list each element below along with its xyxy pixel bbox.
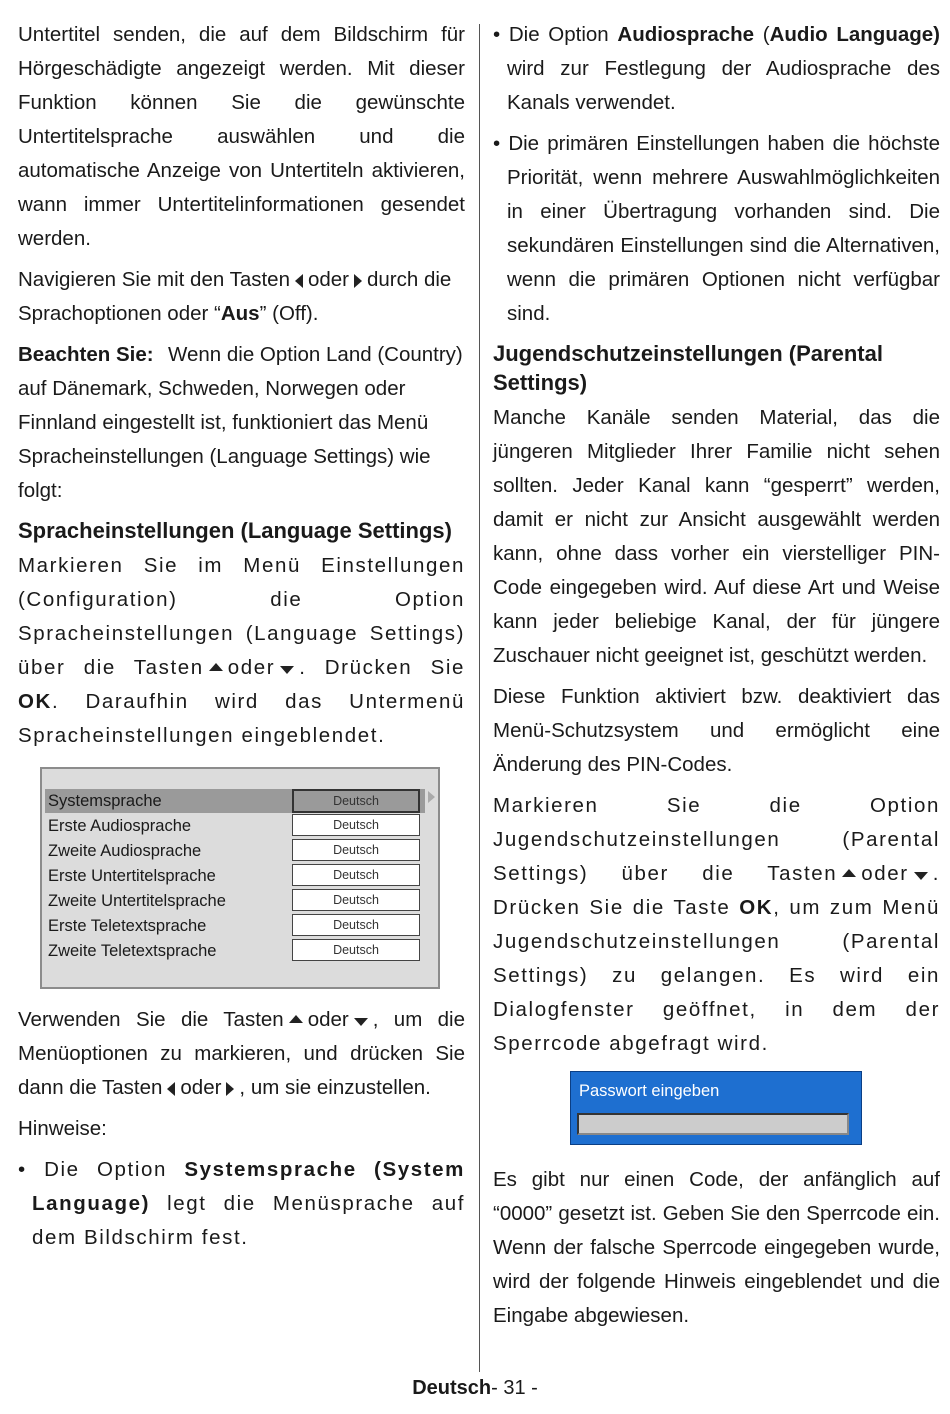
up-arrow-icon [209,663,223,671]
down-arrow-icon [354,1018,368,1026]
language-settings-menu [40,767,440,989]
menu-value[interactable]: Deutsch [292,864,420,886]
menu-row-zweite-untertitelsprache[interactable]: Zweite Untertitelsprache Deutsch [42,889,438,914]
right-arrow-icon [226,1082,234,1096]
note-text: Wenn die Option Land (Country) auf Dänemark, Schweden, Norwegen oder Finnland eingestellt ist, funktioniert das Menü Spracheinstellungen (Language Settings) wie folgt: [18,343,463,502]
section-heading-parental: Jugendschutzeinstellungen (Parental Settings) [493,341,883,395]
section-heading-language: Spracheinstellungen (Language Settings) [18,518,452,543]
footer-language: Deutsch [412,1377,492,1399]
menu-value[interactable]: Deutsch [292,789,420,813]
column-divider [479,24,480,1372]
hinweise-label: Hinweise: [18,1117,107,1140]
paragraph-mark-parental: Markieren Sie die Option Jugendschutzeinstellungen (Parental Settings) über die Tasten oder . Drücken Sie die Taste OK, um zum Menü Jugendschutzeinstellungen (Parental Settings) zu gelangen. Es wird ein Dialogfenster geöffnet, in dem der Sperrcode abgefragt wird. [493,794,940,1055]
right-column [493,18,940,1333]
left-arrow-icon [167,1082,175,1096]
password-input[interactable] [577,1113,849,1135]
note-label: Beachten Sie: [18,343,154,366]
right-arrow-icon [354,274,362,288]
bullet-audiosprache: • Die Option Audiosprache (Audio Language) wird zur Festlegung der Audiosprache des Kanals verwendet. [493,23,940,114]
paragraph-parental-intro: Manche Kanäle senden Material, das die jüngeren Mitglieder Ihrer Familie nicht sehen sollten. Jeder Kanal kann “gesperrt” werden, damit er nicht zur Ansicht ausgewählt werden kann, ohne dass vorher ein vierstelliger PIN-Code eingegeben wird. Auf diese Art und Weise kann jeder beliebige Kanal, der für jüngere Zuschauer nicht geeignet ist, geschützt werden. [493,406,940,667]
down-arrow-icon [280,666,294,674]
menu-value[interactable]: Deutsch [292,939,420,961]
menu-row-erste-untertitelsprache[interactable]: Erste Untertitelsprache Deutsch [42,864,438,889]
menu-value[interactable]: Deutsch [292,814,420,836]
left-arrow-icon [295,274,303,288]
menu-row-zweite-teletextsprache[interactable]: Zweite Teletextsprache Deutsch [42,939,438,964]
paragraph-navigate: Navigieren Sie mit den Tasten oder durch die Sprachoptionen oder “Aus” (Off). [18,268,452,325]
menu-row-erste-audiosprache[interactable]: Erste Audiosprache Deutsch [42,814,438,839]
scroll-arrow-icon [428,791,435,803]
paragraph-parental-function: Diese Funktion aktiviert bzw. deaktiviert das Menü-Schutzsystem und ermöglicht eine Änderung des PIN-Codes. [493,685,940,776]
menu-row-erste-teletextsprache[interactable]: Erste Teletextsprache Deutsch [42,914,438,939]
menu-value[interactable]: Deutsch [292,889,420,911]
menu-row-zweite-audiosprache[interactable]: Zweite Audiosprache Deutsch [42,839,438,864]
password-dialog [570,1071,862,1145]
left-column [18,18,465,1255]
password-label: Passwort eingeben [579,1082,720,1100]
bullet-systemsprache: • Die Option Systemsprache (System Language) legt die Menüsprache auf dem Bildschirm fest. [18,1158,465,1249]
paragraph-mark-language: Markieren Sie im Menü Einstellungen (Configuration) die Option Spracheinstellungen (Language Settings) über die Tasten oder . Drücken Sie OK. Daraufhin wird das Untermenü Spracheinstellungen eingeblendet. [18,554,465,747]
up-arrow-icon [842,869,856,877]
note-text-wrap [18,338,465,508]
menu-value[interactable]: Deutsch [292,914,420,936]
page-footer [0,1374,950,1402]
bullet-primary-settings: • Die primären Einstellungen haben die höchste Priorität, wenn mehrere Auswahlmöglichkeiten in einer Übertragung vorhanden sind. Die sekundären Einstellungen sind die Alternativen, wenn die primären Optionen nicht verfügbar sind. [493,132,940,325]
down-arrow-icon [914,872,928,880]
page-number: - 31 - [491,1377,538,1399]
up-arrow-icon [289,1015,303,1023]
paragraph-code: Es gibt nur einen Code, der anfänglich auf “0000” gesetzt ist. Geben Sie den Sperrcode ein. Wenn der falsche Sperrcode eingegeben wurde, wird der folgende Hinweis eingeblendet und die Eingabe abgewiesen. [493,1168,940,1327]
menu-row-systemsprache[interactable]: Systemsprache Deutsch [42,789,438,814]
paragraph-use-keys: Verwenden Sie die Tasten oder , um die Menüoptionen zu markieren, und drücken Sie dann die Tasten oder , um sie einzustellen. [18,1008,465,1099]
menu-value[interactable]: Deutsch [292,839,420,861]
paragraph-subtitles: Untertitel senden, die auf dem Bildschirm für Hörgeschädigte angezeigt werden. Mit dieser Funktion können Sie die gewünschte Untertitelsprache auswählen und die automatische Anzeige von Untertiteln aktivieren, wann immer Untertitelinformationen gesendet werden. [18,23,465,250]
